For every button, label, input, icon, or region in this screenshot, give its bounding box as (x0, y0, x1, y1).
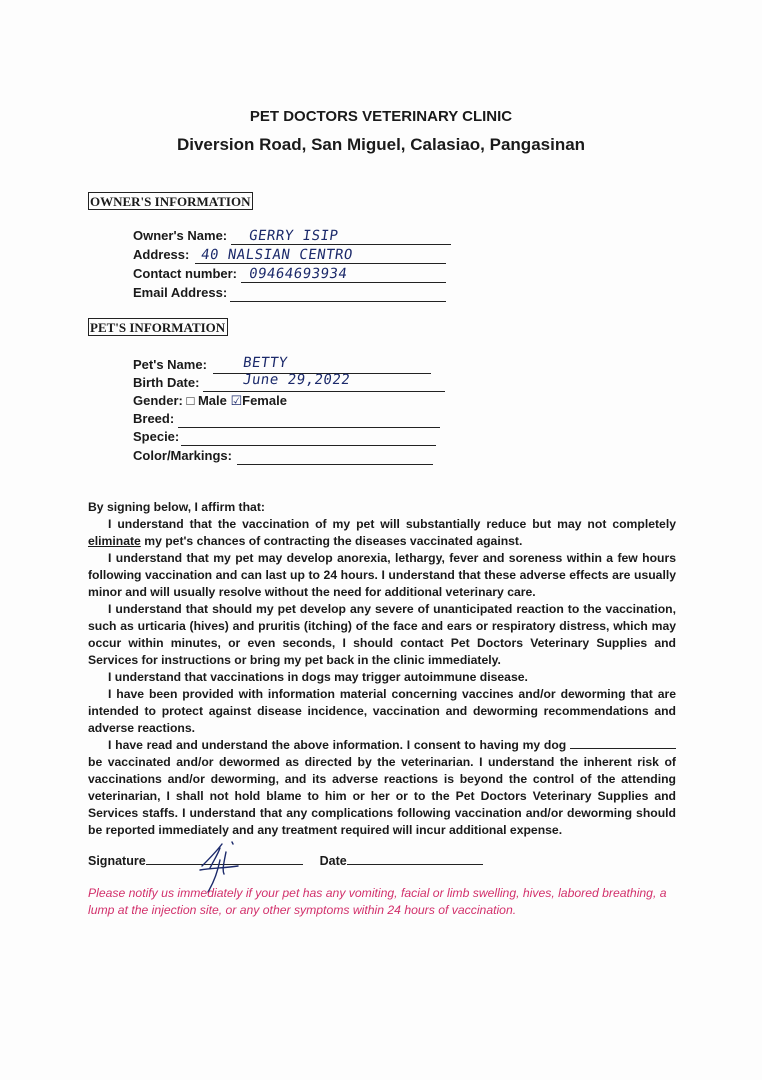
gender-field (133, 393, 333, 410)
breed-line (178, 427, 440, 428)
color-markings-line (237, 464, 433, 465)
date-line[interactable] (347, 853, 483, 865)
male-label: Male (197, 393, 227, 408)
consent-p1-text: I understand that the vaccination of my pet will substantially reduce but may not completely (108, 517, 676, 531)
pet-section-heading: PET'S INFORMATION (88, 318, 228, 336)
contact-number-line (241, 282, 446, 283)
consent-p6-text: I have read and understand the above information. I consent to having my dog (108, 738, 567, 752)
consent-paragraph-1 (88, 516, 676, 550)
owner-name-value[interactable]: GERRY ISIP (247, 228, 340, 244)
email-address-line (230, 301, 446, 302)
consent-paragraph-3: I understand that should my pet develop any severe of unanticipated reaction to the vaccination, such as urticaria (hives) and pruritis (itching) of the face and ears or respiratory distress, which may occur within minutes, or even seconds, I should contact Pet Doctors Veterinary Supplies and Services for instructions or bring my pet back in the clinic immediately. (88, 602, 676, 667)
clinic-address: Diversion Road, San Miguel, Calasiao, Pangasinan (176, 135, 586, 154)
owner-address-value[interactable]: 40 NALSIAN CENTRO (199, 247, 354, 263)
breed-label: Breed: (133, 411, 175, 426)
consent-intro: By signing below, I affirm that: (88, 500, 265, 514)
dog-name-blank[interactable] (570, 738, 676, 749)
birth-date-label: Birth Date: (133, 375, 200, 390)
consent-p1-underlined: eliminate (88, 534, 141, 548)
owner-name-line (231, 244, 451, 245)
male-checkbox[interactable]: □ (186, 393, 195, 408)
consent-paragraph-2: I understand that my pet may develop anorexia, lethargy, fever and soreness within a few hours following vaccination and can last up to 24 hours. I understand that these adverse effects are usually minor and will usually resolve without the need for additional veterinary care. (88, 551, 676, 599)
female-label: Female (242, 393, 287, 408)
owner-name-field[interactable] (133, 228, 453, 245)
owner-section-heading: OWNER'S INFORMATION (88, 192, 253, 210)
owner-address-line (195, 263, 446, 264)
email-address-label: Email Address: (133, 285, 228, 300)
consent-paragraph-6 (88, 737, 676, 839)
contact-number-label: Contact number: (133, 266, 237, 281)
contact-number-field[interactable] (133, 266, 448, 283)
owner-address-label: Address: (133, 247, 190, 262)
owner-address-field[interactable] (133, 247, 448, 264)
consent-text (88, 499, 676, 839)
birth-date-line (203, 391, 445, 392)
color-markings-field[interactable] (133, 448, 435, 465)
gender-label: Gender: (133, 393, 183, 408)
specie-label: Specie: (133, 429, 180, 444)
pet-name-label: Pet's Name: (133, 357, 207, 372)
email-address-field[interactable] (133, 285, 448, 302)
color-markings-label: Color/Markings: (133, 448, 232, 463)
pet-name-value[interactable]: BETTY (241, 355, 289, 371)
consent-paragraph-4: I understand that vaccinations in dogs may trigger autoimmune disease. (108, 670, 528, 684)
female-checkbox[interactable]: ☑ (230, 393, 243, 408)
specie-field[interactable] (133, 429, 438, 446)
consent-p1-text-end: my pet's chances of contracting the diseases vaccinated against. (144, 534, 523, 548)
specie-line (181, 445, 436, 446)
birth-date-value[interactable]: June 29,2022 (241, 372, 352, 388)
date-label: Date (319, 854, 347, 868)
post-vaccination-notice: Please notify us immediately if your pet has any vomiting, facial or limb swelling, hives, labored breathing, a lump at the injection site, or any other symptoms within 24 hours of vaccination. (88, 886, 667, 917)
contact-number-value[interactable]: 09464693934 (247, 266, 349, 282)
birth-date-field[interactable] (133, 372, 448, 392)
clinic-name: PET DOCTORS VETERINARY CLINIC (249, 108, 513, 125)
consent-p6-text-end: be vaccinated and/or dewormed as directed by the veterinarian. I understand the inherent risk of vaccinations and/or deworming, and its adverse reactions is beyond the control of the attending veterinarian, I shall not hold blame to him or her or to the Pet Doctors Veterinary Supplies and Services staffs. I understand that any complications following vaccination and/or deworming should be reported immediately and any treatment required will incur additional expense. (88, 755, 676, 837)
owner-name-label: Owner's Name: (133, 228, 228, 243)
breed-field[interactable] (133, 411, 443, 428)
consent-paragraph-5: I have been provided with information material concerning vaccines and/or deworming that are intended to protect against disease incidence, vaccination and deworming recommendations and adverse reactions. (88, 687, 676, 735)
signature-label: Signature (88, 854, 146, 868)
signature-row (88, 853, 483, 868)
